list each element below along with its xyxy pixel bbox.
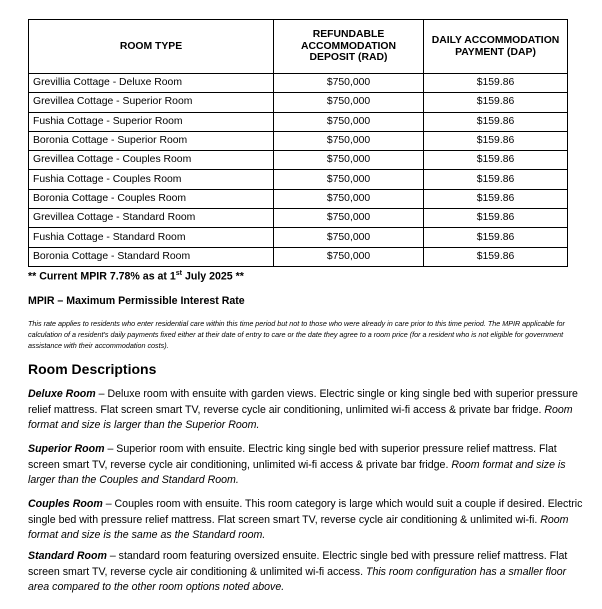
dap-cell: $159.86: [424, 112, 568, 131]
table-row: [29, 247, 568, 266]
room-type-cell: Grevillea Cottage - Couples Room: [29, 151, 274, 170]
room-descriptions-heading: Room Descriptions: [28, 361, 157, 377]
room-type-cell: Fushia Cottage - Standard Room: [29, 228, 274, 247]
header-room-type: ROOM TYPE: [29, 20, 274, 74]
header-dap: DAILY ACCOMMODATION PAYMENT (DAP): [424, 20, 568, 74]
mpir-note-superscript: st: [175, 270, 183, 277]
room-type-cell: Grevillea Cottage - Standard Room: [29, 209, 274, 228]
room-type-cell: Boronia Cottage - Superior Room: [29, 131, 274, 150]
rad-cell: $750,000: [274, 209, 424, 228]
room-description-note: This room configuration has a smaller floor area compared to the other room options noted above.: [28, 565, 567, 594]
table-header-row: [29, 20, 568, 74]
room-description-couples: [28, 497, 584, 544]
rad-cell: $750,000: [274, 247, 424, 266]
pricing-table: [28, 19, 568, 267]
mpir-note-prefix: ** Current MPIR 7.78% as at 1: [28, 270, 176, 283]
rad-cell: $750,000: [274, 189, 424, 208]
rate-disclaimer: This rate applies to residents who enter residential care within this time period but not to those who were already in care prior to this time period. The MPIR applicable for calculation of a resident's daily payments fixed either at their date of entry to care or the date they agree to a room price (for a resident who is not eligible for government assistance with their accommodation costs).: [28, 319, 565, 350]
rad-cell: $750,000: [274, 151, 424, 170]
room-description-superior: [28, 442, 584, 489]
table-row: [29, 131, 568, 150]
room-type-cell: Boronia Cottage - Standard Room: [29, 247, 274, 266]
dap-cell: $159.86: [424, 247, 568, 266]
rad-cell: $750,000: [274, 170, 424, 189]
mpir-note-suffix: July 2025 **: [182, 270, 244, 283]
dap-cell: $159.86: [424, 189, 568, 208]
table-row: [29, 74, 568, 93]
table-row: [29, 151, 568, 170]
room-description-text: – Couples room with ensuite. This room category is large which would suit a couple if desired. Electric single bed with pressure relief mattress. Flat screen smart TV, reverse cycle air conditioning & unlimited wi-fi.: [28, 498, 583, 526]
table-row: [29, 112, 568, 131]
room-type-cell: Boronia Cottage - Couples Room: [29, 189, 274, 208]
room-description-text: – Superior room with ensuite. Electric king single bed with superior pressure relief mattress. Flat screen smart TV, reverse cycle air conditioning, unlimited wi-fi access & private bar fridge.: [28, 443, 557, 471]
rad-cell: $750,000: [274, 93, 424, 112]
dap-cell: $159.86: [424, 170, 568, 189]
room-description-text: – standard room featuring oversized ensuite. Electric single bed with pressure relief mattress. Flat screen smart TV, reverse cycle air conditioning & unlimited wi-fi access.: [28, 550, 568, 578]
room-description-title: Superior Room: [28, 443, 105, 455]
mpir-definition: MPIR – Maximum Permissible Interest Rate: [28, 295, 245, 307]
room-description-note: Room format and size is the same as the Standard room.: [28, 513, 569, 542]
room-type-cell: Fushia Cottage - Superior Room: [29, 112, 274, 131]
table-row: [29, 170, 568, 189]
dap-cell: $159.86: [424, 228, 568, 247]
mpir-note: [28, 270, 244, 283]
dap-cell: $159.86: [424, 209, 568, 228]
room-description-title: Couples Room: [28, 498, 103, 510]
room-description-standard: [28, 549, 584, 596]
table-row: [29, 189, 568, 208]
table-row: [29, 93, 568, 112]
dap-cell: $159.86: [424, 74, 568, 93]
rad-cell: $750,000: [274, 74, 424, 93]
dap-cell: $159.86: [424, 151, 568, 170]
rad-cell: $750,000: [274, 112, 424, 131]
room-type-cell: Fushia Cottage - Couples Room: [29, 170, 274, 189]
table-row: [29, 209, 568, 228]
room-description-note: Room format and size is larger than the Couples and Standard Room.: [28, 458, 566, 487]
table-row: [29, 228, 568, 247]
room-description-note: Room format and size is larger than the Superior Room.: [28, 403, 573, 432]
room-description-title: Standard Room: [28, 550, 107, 562]
rad-cell: $750,000: [274, 131, 424, 150]
dap-cell: $159.86: [424, 93, 568, 112]
room-description-deluxe: [28, 387, 584, 434]
room-description-text: – Deluxe room with ensuite with garden views. Electric single or king single bed with superior pressure relief mattress. Flat screen smart TV, reverse cycle air conditioning, unlimited wi-fi access & private bar fridge.: [28, 388, 578, 416]
dap-cell: $159.86: [424, 131, 568, 150]
room-description-title: Deluxe Room: [28, 388, 96, 400]
header-rad: REFUNDABLE ACCOMMODATION DEPOSIT (RAD): [274, 20, 424, 74]
room-type-cell: Grevillia Cottage - Deluxe Room: [29, 74, 274, 93]
rad-cell: $750,000: [274, 228, 424, 247]
room-type-cell: Grevillea Cottage - Superior Room: [29, 93, 274, 112]
